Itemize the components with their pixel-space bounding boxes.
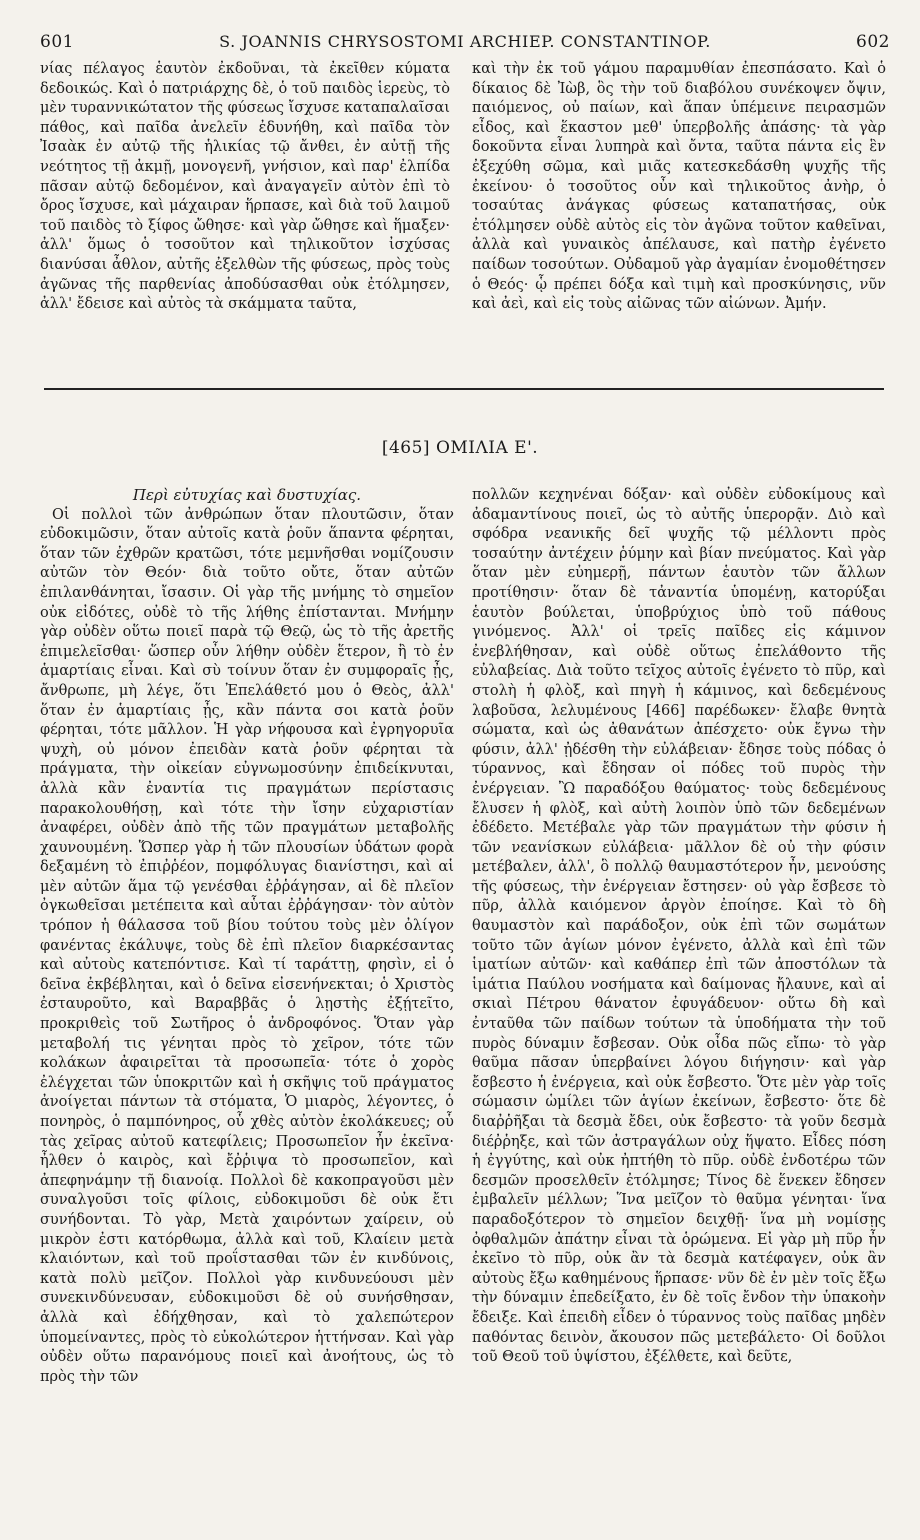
bottom-left-paragraph: Οἱ πολλοὶ τῶν ἀνθρώπων ὅταν πλουτῶσιν, ὅταν εὐδοκιμῶσιν, ὅταν αὐτοῖς κατὰ ῥοῦν ἅπαντα φέρηται, ὅταν τῶν ἐχθρῶν κρατῶσι, τότε μεμνῆσθαι νομίζουσιν αὐτῶν τὸν Θεόν· διὰ τοῦτο οὔτε, ὅταν αὐτῶν ἐπιλανθάνηται, ἴσασιν. Οἱ γὰρ τῆς μνήμης τὸ σημεῖον οὐκ εἰδότες, οὐδὲ τὸ τῆς λήθης ἐπίστανται. Μνήμην γὰρ οὐδὲν οὕτω ποιεῖ παρὰ τῷ Θεῷ, ὡς τὸ τῆς ἀρετῆς ἐπιμελεῖσθαι· ὥσπερ οὖν λήθην οὐδὲν ἕτερον, ἢ τὸ ἐν ἁμαρτίαις εἶναι. Καὶ σὺ τοίνυν ὅταν ἐν συμφοραῖς ᾖς, ἄνθρωπε, μὴ λέγε, ὅτι Ἐπελάθετό μου ὁ Θεὸς, ἀλλ' ὅταν ἐν ἁμαρτίαις ᾖς, κἂν πάντα σοι κατὰ ῥοῦν φέρηται, τότε μᾶλλον. Ἡ γὰρ νήφουσα καὶ ἐγρηγορυῖα ψυχὴ, οὐ μόνον ἐπειδὰν κατὰ ῥοῦν φέρηται τὰ πράγματα, τὴν οἰκείαν εὐγνωμοσύνην ἐπιδείκνυται, ἀλλὰ κἂν ἐναντία τις πραγμάτων περίστασις παρακολουθήσῃ, καὶ τότε τὴν ἴσην εὐχαριστίαν ἀναφέρει, οὐδὲν ἀπὸ τῆς τῶν πραγμάτων μεταβολῆς χαυνουμένη. Ὥσπερ γὰρ ἡ τῶν πλουσίων ὑδάτων φορὰ δεξαμένη τὸ ἐπιῤῥέον, πομφόλυγας διανίστησι, καὶ αἱ μὲν αὐτῶν ἅμα τῷ γενέσθαι ἐῤῥάγησαν, αἱ δὲ πλεῖον ὀγκωθεῖσαι μετέπειτα καὶ αὗται ἐῤῥάγησαν· τὸν αὐτὸν τρόπον ἡ θάλασσα τοῦ βίου τούτου τοὺς μὲν ὀλίγον φανέντας ἐκάλυψε, τοὺς δὲ ἐπὶ πλεῖον διαρκέσαντας καὶ αὐτοὺς κατεπόντισε. Καὶ τί ταράττῃ, φησὶν, εἰ ὁ δεῖνα ἐκβέβληται, καὶ ὁ δεῖνα εἰσενήνεκται; ὁ Χριστὸς ἐσταυροῦτο, καὶ Βαραββᾶς ὁ λῃστὴς ἐξῄτεῖτο, προκριθεὶς τοῦ Σωτῆρος ὁ ἀνδροφόνος. Ὅταν γὰρ μεταβολή τις γένηται πρὸς τὸ χεῖρον, τότε τῶν κολάκων ἀφαιρεῖται τὰ προσωπεῖα· τότε ὁ χορὸς ἐλέγχεται τῶν ὑποκριτῶν καὶ ἡ σκῆψις τοῦ πράγματος ἀνοίγεται πάντων τὰ στόματα, Ὁ μιαρὸς, λέγοντες, ὁ πονηρὸς, ὁ παμπόνηρος, οὗ χθὲς αὐτὸν ἐκολάκευες; οὗ τὰς χεῖρας αὐτοῦ κατεφίλεις; Προσωπεῖον ἦν ἐκεῖνα· ἦλθεν ὁ καιρὸς, καὶ ἔῤῥιψα τὸ προσωπεῖον, καὶ ἀπεφηνάμην τῇ διανοίᾳ. Πολλοὶ δὲ κακοπραγοῦσι μὲν συναλγοῦσι τοῖς φίλοις, εὐδοκιμοῦσι δὲ οὐκ ἔτι συνήδονται. Τὸ γὰρ, Μετὰ χαιρόντων χαίρειν, οὐ μικρὸν ἐστι κατόρθωμα, ἀλλὰ καὶ τοῦ, Κλαίειν μετὰ κλαιόντων, καὶ τοῦ προΐστασθαι τῶν ἐν κινδύνοις, κατὰ πολὺ μεῖζον. Πολλοὶ γὰρ κινδυνεύουσι μὲν συνεκινδύνευσαν, εὐδοκιμοῦσι δὲ οὐ συνήσθησαν, ἀλλὰ καὶ ἐδήχθησαν, καὶ τὸ χαλεπώτερον ὑπομείναντες, πρὸς τὸ εὐκολώτερον ἡττήνσαν. Καὶ γὰρ οὐδὲν οὕτω παρανόμους ποιεῖ καὶ ἀνοήτους, ὡς τὸ πρὸς τὴν τῶν (40, 506, 454, 1385)
page-number-left: 601 (40, 32, 74, 52)
top-right-column (472, 60, 886, 360)
bottom-right-column (472, 486, 886, 1526)
bottom-right-paragraph: πολλῶν κεχηνέναι δόξαν· καὶ οὐδὲν εὐδοκίμους καὶ ἀδαμαντίνους ποιεῖ, ὡς τὸ αὐτῆς ὑπερορᾷν. Διὸ καὶ σφόδρα νεανικῆς δεῖ ψυχῆς τῷ μέλλοντι πρὸς τοσαύτην ἀντέχειν ῥύμην καὶ βίαν πνεύματος. Καὶ γὰρ ὅταν μὲν εὐημερῇ, πάντων ἑαυτὸν τῶν ἄλλων προτίθησιν· ὅταν δὲ τἀναντία ὑπομένῃ, κατορύξαι ἑαυτὸν βούλεται, ὑποβρύχιος ὑπὸ τοῦ πάθους γινόμενος. Ἀλλ' οἱ τρεῖς παῖδες εἰς κάμινον ἐνεβλήθησαν, καὶ οὐδὲ οὕτως ἐπελάθοντο τῆς εὐλαβείας. Διὰ τοῦτο τεῖχος αὐτοῖς ἐγένετο τὸ πῦρ, καὶ στολὴ ἡ φλὸξ, καὶ πηγὴ ἡ κάμινος, καὶ δεδεμένους λαβοῦσα, λελυμένους [466] παρέδωκεν· ἔλαβε θνητὰ σώματα, καὶ ὡς ἀθανάτων ἀπέσχετο· οὐκ ἔγνω τὴν φύσιν, ἀλλ' ᾐδέσθη τὴν εὐλάβειαν· ἔδησε τοὺς πόδας ὁ τύραννος, καὶ ἔδησαν οἱ πόδες τοῦ πυρὸς τὴν ἐνέργειαν. Ὢ παραδόξου θαύματος· τοὺς δεδεμένους ἔλυσεν ἡ φλὸξ, καὶ αὐτὴ λοιπὸν ὑπὸ τῶν δεδεμένων ἐδέδετο. Μετέβαλε γὰρ τῶν πραγμάτων τὴν φύσιν ἡ τῶν νεανίσκων εὐλάβεια· μᾶλλον δὲ οὐ τὴν φύσιν μετέβαλεν, ἀλλ', ὃ πολλῷ θαυμαστότερον ἦν, μενούσης τῆς φύσεως, τὴν ἐνέργειαν ἔστησεν· οὐ γὰρ ἔσβεσε τὸ πῦρ, ἀλλὰ καιόμενον ἀργὸν ἐποίησε. Καὶ τὸ δὴ θαυμαστὸν καὶ παράδοξον, οὐκ ἐπὶ τῶν σωμάτων τοῦτο τῶν ἁγίων μόνον ἐγένετο, ἀλλὰ καὶ ἐπὶ τῶν ἱματίων αὐτῶν· καὶ καθάπερ ἐπὶ τῶν ἀποστόλων τὰ ἱμάτια Παύλου νοσήματα καὶ δαίμονας ἤλαυνε, καὶ αἱ σκιαὶ Πέτρου θάνατον ἐφυγάδευον· οὕτω δὴ καὶ ἐνταῦθα τῶν παίδων τούτων τὰ ὑποδήματα τὴν τοῦ πυρὸς δύναμιν ἔσβεσαν. Οὐκ οἶδα πῶς εἴπω· τὸ γὰρ θαῦμα πᾶσαν ὑπερβαίνει λόγου διήγησιν· καὶ γὰρ ἔσβεστο ἡ ἐνέργεια, καὶ οὐκ ἔσβεστο. Ὅτε μὲν γὰρ τοῖς σώμασιν ὡμίλει τῶν ἁγίων ἐκείνων, ἔσβεστο· ὅτε δὲ διαῤῥῆξαι τὰ δεσμὰ ἔδει, οὐκ ἔσβεστο· τὰ γοῦν δεσμὰ διέῤῥηξε, καὶ τῶν ἀστραγάλων οὐχ ἥψατο. Εἶδες πόση ἡ ἐγγύτης, καὶ οὐκ ἠπτήθη τὸ πῦρ. οὐδὲ ἐνδοτέρω τῶν δεσμῶν προσελθεῖν ἐτόλμησε; Τίνος δὲ ἕνεκεν ἔδησεν ἐμβαλεῖν μέλλων; Ἵνα μεῖζον τὸ θαῦμα γένηται· ἵνα παραδοξότερον τὸ σημεῖον δειχθῇ· ἵνα μὴ νομίσῃς ὀφθαλμῶν ἀπάτην εἶναι τὰ ὁρώμενα. Εἰ γὰρ μὴ πῦρ ἦν ἐκεῖνο τὸ πῦρ, οὐκ ἂν τὰ δεσμὰ κατέφαγεν, οὐκ ἂν αὐτοὺς ἔξω καθημένους ἥρπασε· νῦν δὲ ἐν μὲν τοῖς ἔξω τὴν δύναμιν ἐπεδείξατο, ἐν δὲ τοῖς ἔνδον τὴν ὑπακοὴν ἔδειξε. Καὶ ἐπειδὴ εἶδεν ὁ τύραννος τοὺς παῖδας μηδὲν παθόντας δεινὸν, ἄκουσον πῶς μετεβάλετο· Οἱ δοῦλοι τοῦ Θεοῦ τοῦ ὑψίστου, ἐξέλθετε, καὶ δεῦτε, (472, 487, 886, 1366)
running-title: S. JOANNIS CHRYSOSTOMI ARCHIEP. CONSTANTINOP. (219, 32, 711, 51)
section-divider (44, 388, 884, 390)
bottom-left-column (40, 486, 454, 1526)
page-header (40, 32, 890, 58)
homily-title: [465] ΟΜΙΛΙΑ Ε'. (381, 438, 539, 458)
top-left-column (40, 60, 450, 360)
top-left-paragraph: νίας πέλαγος ἑαυτὸν ἐκδοῦναι, τὰ ἐκεῖθεν κύματα δεδοικώς. Καὶ ὁ πατριάρχης δὲ, ὁ τοῦ παιδὸς ἱερεὺς, τὸ μὲν τυραννικώτατον τῆς φύσεως ἴσχυσε καταπαλαῖσαι πάθος, καὶ παῖδα ἀνελεῖν ἐδυνήθη, καὶ παῖδα τὸν Ἰσαὰκ ἐν αὐτῷ τῆς ἡλικίας τῷ ἄνθει, ἐν αὐτῇ τῆς νεότητος τῇ ἀκμῇ, μονογενῆ, γνήσιον, καὶ παρ' ἐλπίδα πᾶσαν αὐτῷ δεδομένον, καὶ ἀναγαγεῖν αὐτὸν ἐπὶ τὸ ὄρος ἴσχυσε, καὶ μάχαιραν ἥρπασε, καὶ διὰ τοῦ λαιμοῦ τοῦ παιδὸς τὸ ξίφος ὤθησε· καὶ γὰρ ὤθησε καὶ ἥμαξεν· ἀλλ' ὅμως ὁ τοσοῦτον καὶ τηλικοῦτον ἰσχύσας διανύσαι ἆθλον, αὐτῆς ἐξελθὼν τῆς φύσεως, πρὸς τοὺς ἀγῶνας τῆς παρθενίας ἀποδύσασθαι οὐκ ἐτόλμησεν, ἀλλ' ἔδεισε καὶ αὐτὸς τὰ σκάμματα ταῦτα, (40, 61, 450, 313)
homily-subtitle: Περὶ εὐτυχίας καὶ δυστυχίας. (132, 486, 362, 504)
page-number-right: 602 (856, 32, 890, 52)
top-right-paragraph: καὶ τὴν ἐκ τοῦ γάμου παραμυθίαν ἐπεσπάσατο. Καὶ ὁ δίκαιος δὲ Ἰὼβ, ὃς τὴν τοῦ διαβόλου συνέκοψεν ὄψιν, παιόμενος, οὐ παίων, καὶ ἅπαν ὑπέμεινε πειρασμῶν εἶδος, καὶ ἕκαστον μεθ' ὑπερβολῆς ἁπάσης· τὰ γὰρ δοκοῦντα εἶναι λυπηρὰ καὶ ὄντα, ταῦτα πάντα εἰς ἓν ἐξεχύθη σῶμα, καὶ μιᾶς κατεσκεδάσθη ψυχῆς τῆς ἐκείνου· ὁ τοσοῦτος οὖν καὶ τηλικοῦτος ἀνὴρ, ὁ τοσαύτας ἀνάγκας φύσεως καταπατήσας, οὐκ ἐτόλμησεν οὐδὲ αὐτὸς εἰς τὸν ἀγῶνα τοῦτον καθεῖναι, ἀλλὰ καὶ γυναικὸς ἀπέλαυσε, καὶ πατὴρ ἐγένετο παίδων τοσούτων. Οὐδαμοῦ γὰρ ἀγαμίαν ἐνομοθέτησεν ὁ Θεός· ᾧ πρέπει δόξα καὶ τιμὴ καὶ προσκύνησις, νῦν καὶ ἀεὶ, καὶ εἰς τοὺς αἰῶνας τῶν αἰώνων. Ἀμήν. (472, 61, 886, 313)
